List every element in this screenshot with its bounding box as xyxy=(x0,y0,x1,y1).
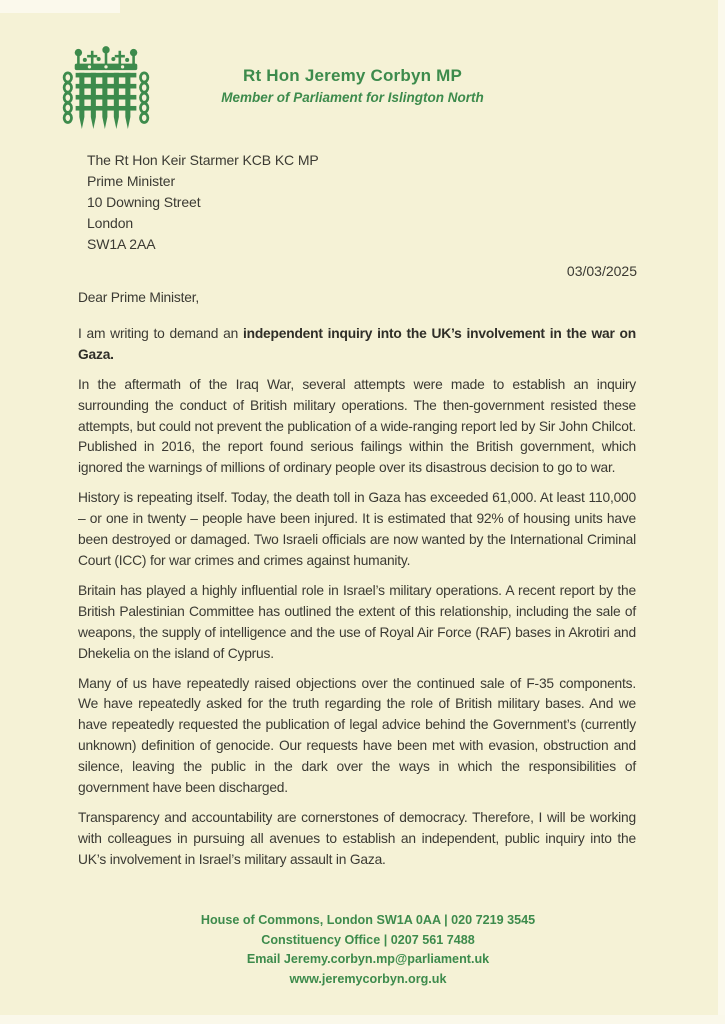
footer-address-phone: House of Commons, London SW1A 0AA | 020 7219 3545 xyxy=(200,913,536,927)
letterhead xyxy=(0,66,705,105)
address-line: SW1A 2AA xyxy=(87,236,156,252)
sender-role: Member of Parliament for Islington North xyxy=(221,90,484,105)
letter-paragraph: In the aftermath of the Iraq War, several attempts were made to establish an inquiry surrounding the conduct of British military operations. The then-government resisted these attempts, but could not prevent the publication of a wide-ranging report led by Sir John Chilcot. Published in 2016, the report found serious failings within the British government, which ignored the warnings of millions of ordinary people over its disastrous decision to go to war. xyxy=(78,376,636,476)
salutation: Dear Prime Minister, xyxy=(78,290,199,305)
recipient-address xyxy=(87,150,319,255)
address-line: The Rt Hon Keir Starmer KCB KC MP xyxy=(87,152,319,168)
opening-paragraph xyxy=(78,324,636,366)
footer-contact xyxy=(6,911,725,989)
address-line: 10 Downing Street xyxy=(87,194,201,210)
letter-date: 03/03/2025 xyxy=(566,263,637,279)
letter-paragraph: History is repeating itself. Today, the death toll in Gaza has exceeded 61,000. At least 110,000 – or one in twenty – people have been injured. It is estimated that 92% of housing units have been destroyed or damaged. Two Israeli officials are now wanted by the International Criminal Court (ICC) for war crimes and crimes against humanity. xyxy=(78,490,636,568)
letter-paragraph: Many of us have repeatedly raised objections over the continued sale of F-35 components. We have repeatedly asked for the truth regarding the role of British military bases. And we have repeatedly requested the publication of legal advice behind the Government’s (currently unknown) definition of genocide. Our requests have been met with evasion, obstruction and silence, leaving the public in the dark over the ways in which the responsibilities of government have been discharged. xyxy=(78,675,636,796)
letter-body xyxy=(78,288,636,880)
letter-paragraph: Transparency and accountability are cornerstones of democracy. Therefore, I will be working with colleagues in pursuing all avenues to establish an independent, public inquiry into the UK’s involvement in Israel’s military assault in Gaza. xyxy=(78,809,636,867)
scan-artifact xyxy=(0,0,120,13)
opening-demand-bold: independent inquiry into the UK’s involvement in the war on Gaza. xyxy=(78,325,636,362)
address-line: London xyxy=(87,215,134,231)
footer-website: www.jeremycorbyn.org.uk xyxy=(289,971,447,986)
sender-name: Rt Hon Jeremy Corbyn MP xyxy=(242,66,463,85)
opening-text: I am writing to demand an xyxy=(78,325,243,341)
address-line: Prime Minister xyxy=(87,173,176,189)
footer-email: Email Jeremy.corbyn.mp@parliament.uk xyxy=(246,952,490,966)
footer-constituency-phone: Constituency Office | 0207 561 7488 xyxy=(261,932,475,947)
letter-paragraph: Britain has played a highly influential role in Israel’s military operations. A recent report by the British Palestinian Committee has outlined the extent of this relationship, including the sale of weapons, the supply of intelligence and the use of Royal Air Force (RAF) bases in Akrotiri and Dhekelia on the island of Cyprus. xyxy=(78,582,636,661)
